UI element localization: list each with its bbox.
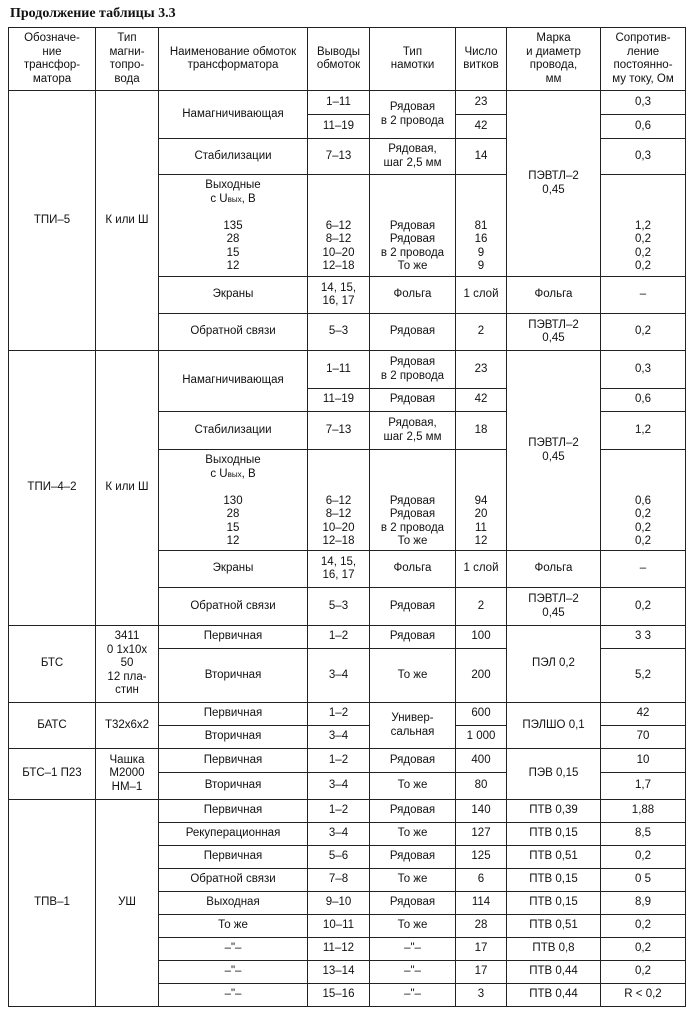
table-caption: Продолжение таблицы 3.3 — [10, 6, 176, 21]
leads-cell: 1–2 — [308, 749, 370, 773]
winding-type-cell: Рядовая в 2 провода — [370, 351, 456, 389]
winding-name-cell: Экраны — [159, 551, 308, 588]
header-winding-type: Тип намотки — [370, 28, 456, 91]
wire-cell: ПТВ 0,51 — [507, 915, 601, 938]
resistance-cell: – — [601, 551, 686, 588]
leads-cell: 1–2 — [308, 703, 370, 726]
resistance-cell: R < 0,2 — [601, 984, 686, 1007]
resistance-cell: 0,3 — [601, 351, 686, 389]
turns-cell: 42 — [456, 389, 507, 412]
winding-name-cell: Выходная — [159, 892, 308, 915]
winding-type-cell: –"– — [370, 961, 456, 984]
winding-name-cell: –"– — [159, 984, 308, 1007]
winding-name-cell: То же — [159, 915, 308, 938]
turns-cell: 17 — [456, 938, 507, 961]
winding-type-cell: Рядовая — [370, 800, 456, 823]
table-row — [9, 800, 686, 823]
leads-cell: 7–13 — [308, 139, 370, 175]
winding-type-cell: Фольга — [370, 277, 456, 314]
turns-cell: 1 слой — [456, 277, 507, 314]
designation-cell: ТПИ–5 — [9, 91, 96, 351]
table-row — [9, 351, 686, 389]
leads-cell: 1–2 — [308, 800, 370, 823]
turns-cell: 100 — [456, 626, 507, 649]
turns-cell: 2 — [456, 588, 507, 626]
leads-cell: 1–2 — [308, 626, 370, 649]
leads-cell: 7–8 — [308, 869, 370, 892]
table-row — [9, 703, 686, 726]
header-winding-name: Наименование обмоток трансформатора — [159, 28, 308, 91]
leads-cell: 1–11 — [308, 351, 370, 389]
winding-name-cell: Вторичная — [159, 649, 308, 703]
winding-type-cell: То же — [370, 915, 456, 938]
resistance-cell: 1,7 — [601, 773, 686, 800]
table-row — [9, 749, 686, 773]
leads-cell: 6–12 8–12 10–20 12–18 — [308, 175, 370, 277]
leads-cell: 3–4 — [308, 726, 370, 749]
resistance-cell: 0,3 — [601, 139, 686, 175]
turns-cell: 94 20 11 12 — [456, 450, 507, 551]
winding-name-cell: Первичная — [159, 703, 308, 726]
winding-type-cell: Рядовая — [370, 314, 456, 351]
turns-cell: 81 16 9 9 — [456, 175, 507, 277]
core-cell: К или Ш — [96, 91, 159, 351]
winding-type-cell: Фольга — [370, 551, 456, 588]
leads-cell: 3–4 — [308, 649, 370, 703]
transformer-table — [8, 27, 686, 1007]
winding-type-cell: –"– — [370, 984, 456, 1007]
winding-type-cell: То же — [370, 869, 456, 892]
leads-cell: 13–14 — [308, 961, 370, 984]
header-wire: Марка и диаметр провода, мм — [507, 28, 601, 91]
header-leads: Выводы обмоток — [308, 28, 370, 91]
resistance-cell: 5,2 — [601, 649, 686, 703]
wire-cell: ПЭВ 0,15 — [507, 749, 601, 800]
resistance-cell: 0 5 — [601, 869, 686, 892]
designation-cell: ТПВ–1 — [9, 800, 96, 1007]
header-designation: Обозначе- ние трансфор- матора — [9, 28, 96, 91]
wire-cell: ПЭВТЛ–2 0,45 — [507, 351, 601, 551]
wire-cell: ПЭВТЛ–2 0,45 — [507, 314, 601, 351]
turns-cell: 28 — [456, 915, 507, 938]
turns-cell: 1 слой — [456, 551, 507, 588]
turns-cell: 600 — [456, 703, 507, 726]
designation-cell: БТС — [9, 626, 96, 703]
winding-type-cell: Рядовая в 2 провода — [370, 91, 456, 139]
turns-cell: 6 — [456, 869, 507, 892]
designation-cell: БТС–1 П23 — [9, 749, 96, 800]
resistance-cell: 10 — [601, 749, 686, 773]
winding-type-cell: То же — [370, 773, 456, 800]
leads-cell: 11–19 — [308, 389, 370, 412]
wire-cell: ПЭЛШО 0,1 — [507, 703, 601, 749]
resistance-cell: 0,2 — [601, 846, 686, 869]
winding-name-cell: Обратной связи — [159, 314, 308, 351]
winding-name-cell: Первичная — [159, 846, 308, 869]
winding-name-cell: Намагничивающая — [159, 91, 308, 139]
turns-cell: 127 — [456, 823, 507, 846]
leads-cell: 3–4 — [308, 823, 370, 846]
leads-cell: 7–13 — [308, 412, 370, 450]
winding-name-cell: Экраны — [159, 277, 308, 314]
table-row — [9, 626, 686, 649]
winding-name-cell: Первичная — [159, 626, 308, 649]
resistance-cell: 1,2 0,2 0,2 0,2 — [601, 175, 686, 277]
resistance-cell: – — [601, 277, 686, 314]
winding-type-cell: Рядовая — [370, 389, 456, 412]
winding-name-cell: Вторичная — [159, 726, 308, 749]
wire-cell: ПЭВТЛ–2 0,45 — [507, 588, 601, 626]
turns-cell: 2 — [456, 314, 507, 351]
winding-name-cell: Выходные с Uвых, В 135 28 15 12 — [159, 175, 308, 277]
wire-cell: ПТВ 0,8 — [507, 938, 601, 961]
winding-type-cell: Рядовая — [370, 588, 456, 626]
core-cell: Т32х6х2 — [96, 703, 159, 749]
leads-cell: 5–6 — [308, 846, 370, 869]
resistance-cell: 0,6 — [601, 115, 686, 139]
wire-cell: ПТВ 0,44 — [507, 984, 601, 1007]
leads-cell: 3–4 — [308, 773, 370, 800]
wire-cell: ПТВ 0,15 — [507, 869, 601, 892]
winding-type-cell: Рядовая Рядовая в 2 провода То же — [370, 450, 456, 551]
leads-cell: 5–3 — [308, 314, 370, 351]
turns-cell: 18 — [456, 412, 507, 450]
leads-cell: 1–11 — [308, 91, 370, 115]
winding-name-cell: Обратной связи — [159, 869, 308, 892]
resistance-cell: 0,6 — [601, 389, 686, 412]
wire-cell: ПЭВТЛ–2 0,45 — [507, 91, 601, 277]
winding-type-cell: –"– — [370, 938, 456, 961]
resistance-cell: 0,2 — [601, 915, 686, 938]
turns-cell: 23 — [456, 91, 507, 115]
resistance-cell: 3 3 — [601, 626, 686, 649]
wire-cell: ПЭЛ 0,2 — [507, 626, 601, 703]
turns-cell: 80 — [456, 773, 507, 800]
leads-cell: 11–12 — [308, 938, 370, 961]
header-turns: Число витков — [456, 28, 507, 91]
turns-cell: 17 — [456, 961, 507, 984]
wire-cell: ПТВ 0,15 — [507, 892, 601, 915]
winding-name-cell: Рекуперационная — [159, 823, 308, 846]
winding-type-cell: Рядовая, шаг 2,5 мм — [370, 139, 456, 175]
designation-cell: БАТС — [9, 703, 96, 749]
wire-cell: ПТВ 0,39 — [507, 800, 601, 823]
resistance-cell: 0,2 — [601, 938, 686, 961]
winding-type-cell: Рядовая Рядовая в 2 провода То же — [370, 175, 456, 277]
turns-cell: 42 — [456, 115, 507, 139]
core-cell: 3411 0 1x10x 50 12 пла- стин — [96, 626, 159, 703]
resistance-cell: 0,3 — [601, 91, 686, 115]
winding-name-cell: Намагничивающая — [159, 351, 308, 412]
winding-type-cell: То же — [370, 823, 456, 846]
resistance-cell: 0,2 — [601, 314, 686, 351]
resistance-cell: 1,2 — [601, 412, 686, 450]
turns-cell: 3 — [456, 984, 507, 1007]
wire-cell: ПТВ 0,51 — [507, 846, 601, 869]
turns-cell: 23 — [456, 351, 507, 389]
winding-name-cell: –"– — [159, 938, 308, 961]
winding-type-cell: Рядовая — [370, 626, 456, 649]
wire-cell: ПТВ 0,15 — [507, 823, 601, 846]
winding-name-cell: Выходные с Uвых, В 130 28 15 12 — [159, 450, 308, 551]
resistance-cell: 8,9 — [601, 892, 686, 915]
header-resistance: Сопротив- ление постоянно- му току, Ом — [601, 28, 686, 91]
turns-cell: 200 — [456, 649, 507, 703]
winding-type-cell: Универ- сальная — [370, 703, 456, 749]
turns-cell: 400 — [456, 749, 507, 773]
leads-cell: 10–11 — [308, 915, 370, 938]
leads-cell: 6–12 8–12 10–20 12–18 — [308, 450, 370, 551]
header-core-type: Тип магни- топро- вода — [96, 28, 159, 91]
resistance-cell: 42 — [601, 703, 686, 726]
winding-name-cell: Стабилизации — [159, 139, 308, 175]
leads-cell: 11–19 — [308, 115, 370, 139]
wire-cell: Фольга — [507, 277, 601, 314]
table-row — [9, 91, 686, 115]
winding-name-cell: Первичная — [159, 800, 308, 823]
turns-cell: 14 — [456, 139, 507, 175]
winding-type-cell: Рядовая — [370, 846, 456, 869]
leads-cell: 5–3 — [308, 588, 370, 626]
leads-cell: 14, 15, 16, 17 — [308, 277, 370, 314]
turns-cell: 1 000 — [456, 726, 507, 749]
winding-name-cell: Первичная — [159, 749, 308, 773]
winding-name-cell: Вторичная — [159, 773, 308, 800]
resistance-cell: 0,2 — [601, 588, 686, 626]
resistance-cell: 0,2 — [601, 961, 686, 984]
winding-type-cell: Рядовая — [370, 749, 456, 773]
leads-cell: 15–16 — [308, 984, 370, 1007]
resistance-cell: 8,5 — [601, 823, 686, 846]
core-cell: К или Ш — [96, 351, 159, 626]
turns-cell: 125 — [456, 846, 507, 869]
leads-cell: 9–10 — [308, 892, 370, 915]
winding-type-cell: То же — [370, 649, 456, 703]
core-cell: УШ — [96, 800, 159, 1007]
resistance-cell: 0,6 0,2 0,2 0,2 — [601, 450, 686, 551]
winding-name-cell: –"– — [159, 961, 308, 984]
resistance-cell: 70 — [601, 726, 686, 749]
winding-name-cell: Стабилизации — [159, 412, 308, 450]
core-cell: Чашка М2000 НМ–1 — [96, 749, 159, 800]
winding-type-cell: Рядовая — [370, 892, 456, 915]
wire-cell: ПТВ 0,44 — [507, 961, 601, 984]
leads-cell: 14, 15, 16, 17 — [308, 551, 370, 588]
turns-cell: 114 — [456, 892, 507, 915]
winding-type-cell: Рядовая, шаг 2,5 мм — [370, 412, 456, 450]
header-row — [9, 28, 686, 91]
resistance-cell: 1,88 — [601, 800, 686, 823]
winding-name-cell: Обратной связи — [159, 588, 308, 626]
designation-cell: ТПИ–4–2 — [9, 351, 96, 626]
wire-cell: Фольга — [507, 551, 601, 588]
turns-cell: 140 — [456, 800, 507, 823]
